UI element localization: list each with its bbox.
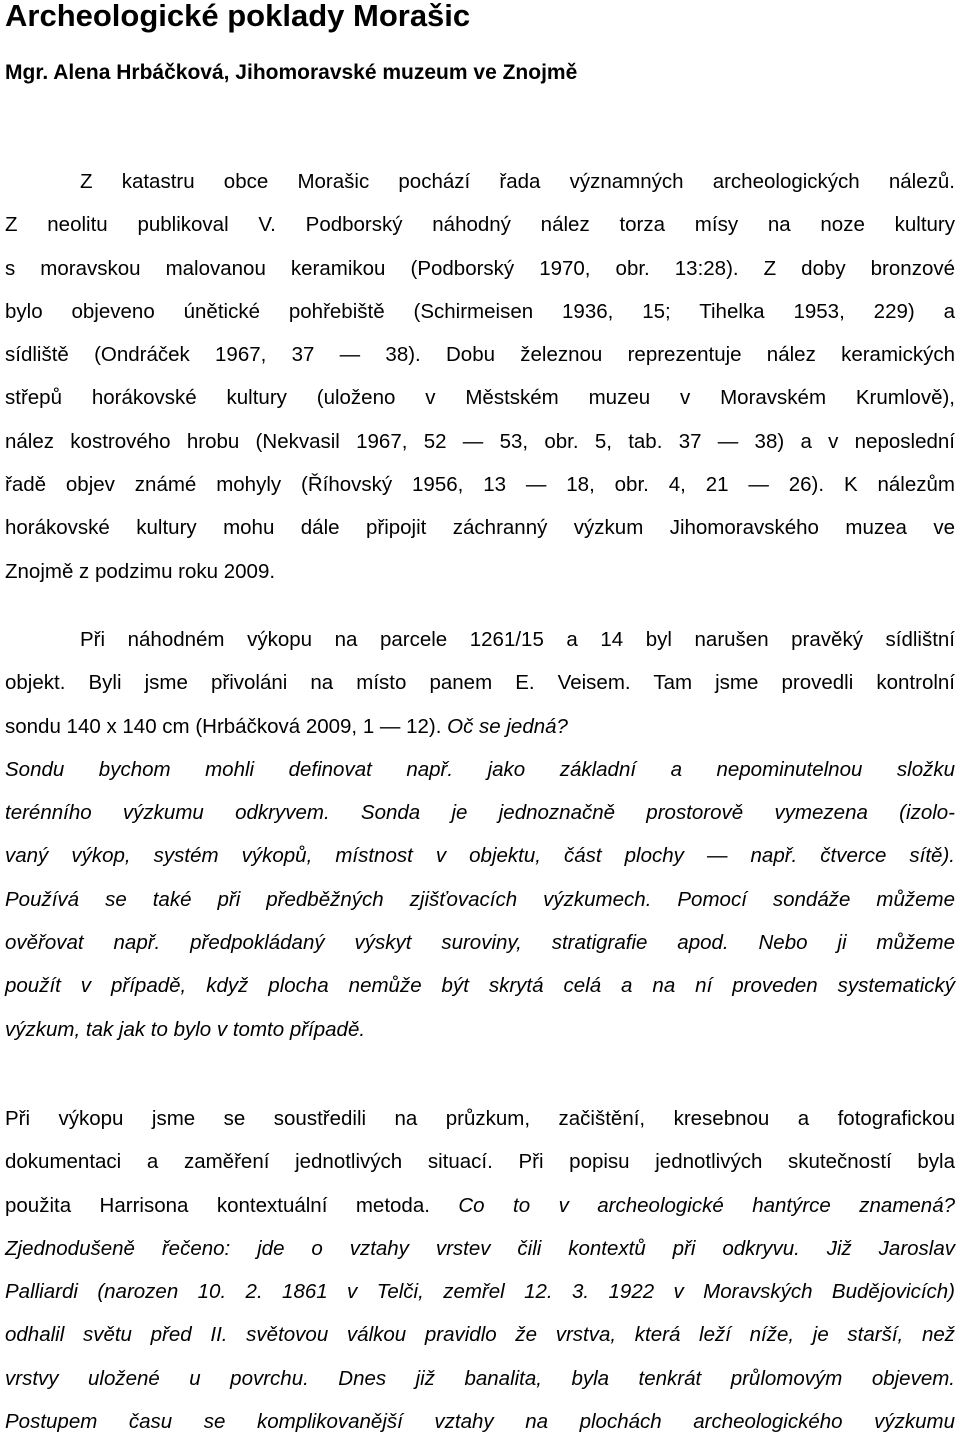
text-run: sondu 140 x 140 cm (Hrbáčková 2009, 1 — 12).	[5, 714, 448, 738]
author-line: Mgr. Alena Hrbáčková, Jihomoravské muzeum ve Znojmě	[5, 61, 578, 84]
paragraph-1	[5, 160, 955, 593]
text-line: sídliště (Ondráček 1967, 37 — 38). Dobu železnou reprezentuje nález keramických	[5, 343, 955, 367]
text-line: nález kostrového hrobu (Nekvasil 1967, 52 — 53, obr. 5, tab. 37 — 38) a v neposlední	[5, 429, 955, 453]
text-line: Z katastru obce Morašic pochází řada významných archeologických nálezů.	[80, 170, 955, 193]
italic-line: vrstvy uložené u povrchu. Dnes již banalita, byla tenkrát průlomovým objevem.	[5, 1366, 955, 1390]
italic-line: použít v případě, když plocha nemůže být skrytá celá a na ní proveden systematický	[5, 974, 955, 998]
italic-question: Co to v archeologické hantýrce znamená?	[458, 1193, 955, 1217]
italic-line: Sondu bychom mohli definovat např. jako základní a nepominutelnou složku	[5, 757, 955, 781]
italic-line: Palliardi (narozen 10. 2. 1861 v Telči, zemřel 12. 3. 1922 v Moravských Budějovicích)	[5, 1280, 955, 1304]
text-line	[5, 705, 955, 748]
text-line: bylo objeveno únětické pohřebiště (Schirmeisen 1936, 15; Tihelka 1953, 229) a	[5, 299, 955, 323]
page-title: Archeologické poklady Morašic	[5, 0, 471, 33]
italic-line: výzkum, tak jak to bylo v tomto případě.	[5, 1017, 366, 1041]
italic-line: odhalil světu před II. světovou válkou pravidlo že vrstva, která leží níže, je starší, než	[5, 1323, 955, 1347]
text-line	[5, 1184, 955, 1227]
text-line: dokumentaci a zaměření jednotlivých situací. Při popisu jednotlivých skutečností byla	[5, 1150, 955, 1174]
text-line: střepů horákovské kultury (uloženo v Městském muzeu v Moravském Krumlově),	[5, 386, 955, 410]
italic-line: ověřovat např. předpokládaný výskyt suroviny, stratigrafie apod. Nebo ji můžeme	[5, 931, 955, 955]
text-line: horákovské kultury mohu dále připojit záchranný výzkum Jihomoravského muzea ve	[5, 516, 955, 540]
paragraph-3	[5, 1097, 955, 1440]
paragraph-2	[5, 618, 955, 1051]
italic-line: vaný výkop, systém výkopů, místnost v objektu, část plochy — např. čtverce sítě).	[5, 844, 955, 868]
italic-line: Zjednodušeně řečeno: jde o vztahy vrstev čili kontextů při odkryvu. Již Jaroslav	[5, 1236, 955, 1260]
text-line: Znojmě z podzimu roku 2009.	[5, 559, 276, 583]
text-line: s moravskou malovanou keramikou (Podborský 1970, obr. 13:28). Z doby bronzové	[5, 256, 955, 280]
text-line: Při náhodném výkopu na parcele 1261/15 a 14 byl narušen pravěký sídlištní	[80, 628, 955, 651]
text-line: řadě objev známé mohyly (Říhovský 1956, 13 — 18, obr. 4, 21 — 26). K nálezům	[5, 473, 955, 497]
italic-line: Používá se také při předběžných zjišťovacích výzkumech. Pomocí sondáže můžeme	[5, 887, 955, 911]
italic-line: Postupem času se komplikovanější vztahy na plochách archeologického výzkumu	[5, 1410, 955, 1434]
text-run: použita Harrisona kontextuální metoda.	[5, 1193, 459, 1217]
italic-line: terénního výzkumu odkryvem. Sonda je jednoznačně prostorově vymezena (izolo-	[5, 801, 955, 825]
text-line: objekt. Byli jsme přivoláni na místo panem E. Veisem. Tam jsme provedli kontrolní	[5, 671, 955, 695]
text-line: Z neolitu publikoval V. Podborský náhodný nález torza mísy na noze kultury	[5, 213, 955, 237]
text-line: Při výkopu jsme se soustředili na průzkum, začištění, kresebnou a fotografickou	[5, 1107, 955, 1130]
italic-question: Oč se jedná?	[447, 714, 568, 738]
